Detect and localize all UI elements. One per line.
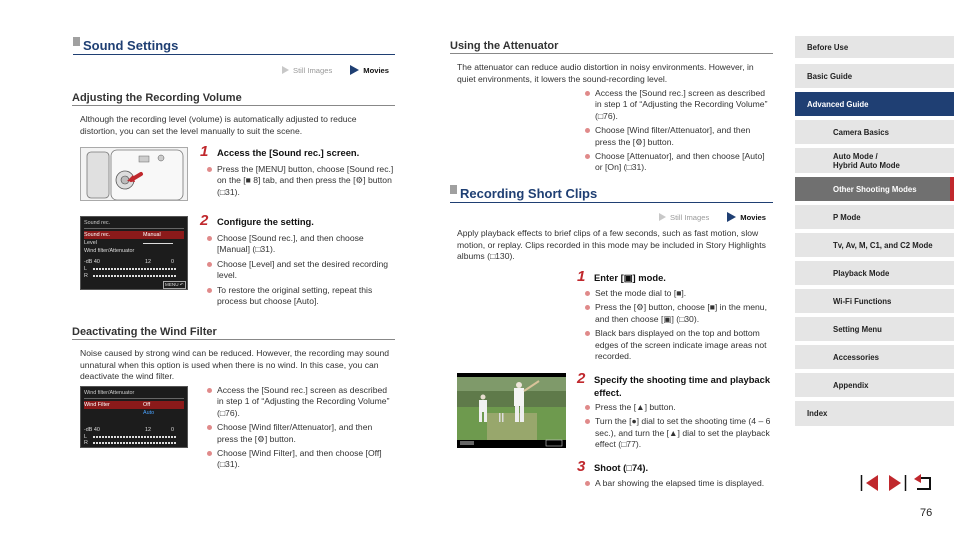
section-marker	[73, 37, 80, 46]
sidebar-item-label: Basic Guide	[807, 71, 853, 81]
step-title-2: Configure the setting.	[217, 216, 314, 227]
short-clips-intro: Apply playback effects to brief clips of a few seconds, such as fast motion, slow motion, or replay. Clips recorded in this mode may be included in Story Highlights albums (□130).	[457, 228, 766, 261]
wind-filter-screen	[80, 386, 188, 448]
sidebar-item-label: P Mode	[833, 212, 861, 222]
section-title-short-clips: Recording Short Clips	[460, 186, 598, 201]
step-title-1: Enter [▣] mode.	[594, 272, 666, 283]
subsection-rule	[72, 105, 395, 106]
arrow-right-icon	[887, 473, 907, 493]
camera-illustration	[80, 147, 188, 201]
channel-r: R	[84, 273, 88, 279]
sidebar-item-playback-mode[interactable]	[795, 261, 954, 285]
sound-rec-screen	[80, 216, 188, 290]
mode-movie-label: Movies	[363, 65, 389, 75]
subsection-title-wind: Deactivating the Wind Filter	[72, 326, 217, 338]
adjust-intro: Although the recording level (volume) is automatically adjusted to reduce distortion, you can set the level manually to suit the scene.	[80, 114, 357, 136]
meter-left: -dB 40	[84, 259, 100, 265]
bullet: Choose [Attenuator], and then choose [Auto] or [On] (□31).	[585, 151, 773, 174]
bullet: Choose [Wind filter/Attenuator], and then press the [⚙] button.	[207, 422, 395, 445]
bullet: Access the [Sound rec.] screen as described in step 1 of “Adjusting the Recording Volume” (□76).	[585, 88, 773, 122]
still-triangle-icon	[282, 66, 289, 74]
step-number-2: 2	[200, 212, 209, 229]
movie-triangle-icon	[350, 65, 359, 75]
sidebar-item-label: Index	[807, 409, 828, 418]
wind-bullets	[207, 385, 395, 474]
sidebar-item-other-shooting-modes[interactable]	[795, 177, 954, 201]
still-triangle-icon	[659, 213, 666, 221]
mode-still-label: Still Images	[293, 65, 333, 75]
mode-indicator	[659, 212, 766, 222]
row1-value: Off	[143, 402, 151, 408]
sidebar-item-label-group	[833, 152, 900, 170]
sidebar-item-label: Setting Menu	[833, 324, 882, 334]
next-page-button[interactable]	[887, 473, 907, 493]
mode-still-label: Still Images	[670, 212, 710, 222]
sidebar-item-p-mode[interactable]	[795, 205, 954, 229]
bullet: Choose [Wind filter/Attenuator], and then press the [⚙] button.	[585, 125, 773, 148]
menu-badge: MENU ↶	[165, 282, 184, 287]
bullet: Black bars displayed on the top and bottom edges of the screen indicate image areas not recorded.	[585, 328, 773, 362]
camera-drawing	[81, 148, 188, 201]
sidebar-item-wifi-functions[interactable]	[795, 289, 954, 313]
row1-label: Sound rec.	[84, 232, 111, 238]
row1-value: Manual	[143, 232, 161, 238]
meter-bar-r	[93, 275, 177, 277]
bullet: To restore the original setting, repeat this process but choose [Auto].	[207, 285, 395, 308]
screen-divider	[84, 398, 184, 399]
row1-label: Wind Filter	[84, 402, 110, 408]
row3-label: Wind filter/Attenuator	[84, 248, 135, 254]
return-icon	[912, 473, 934, 493]
arrow-left-icon	[860, 473, 880, 493]
sidebar-item-label: Other Shooting Modes	[833, 184, 917, 194]
cricket-photo	[457, 373, 566, 448]
wind-intro: Noise caused by strong wind can be reduced. However, the recording may sound unnatural when this option is used when there is no wind. In this case, you can deactivate the wind filter.	[80, 348, 390, 381]
bullet: Choose [Sound rec.], and then choose [Manual] (□31).	[207, 233, 395, 256]
movie-triangle-icon	[727, 212, 736, 222]
subsection-title-adjust: Adjusting the Recording Volume	[72, 92, 242, 104]
bullet: Press the [MENU] button, choose [Sound rec.] on the [■ 8] tab, and then press the [⚙] button (□31).	[207, 164, 395, 198]
bullet: Access the [Sound rec.] screen as described in step 1 of “Adjusting the Recording Volume” (□76).	[207, 385, 395, 419]
bullet: Choose [Level] and set the desired recording level.	[207, 259, 395, 282]
sidebar-item-label: Hybrid Auto Mode	[833, 160, 900, 170]
cricket-scene	[457, 373, 566, 448]
bullet: Choose [Wind Filter], and then choose [Off] (□31).	[207, 448, 395, 471]
meter-right: 0	[171, 427, 174, 433]
meter-bar-l	[93, 268, 177, 270]
row2-value: Auto	[143, 410, 155, 416]
sidebar-item-appendix[interactable]	[795, 373, 954, 397]
screen-header: Wind filter/Attenuator	[84, 390, 135, 396]
level-slider	[143, 243, 173, 244]
subsection-rule	[450, 53, 773, 54]
step-1-bullets	[207, 164, 395, 201]
sidebar-item-label: Auto Mode /	[833, 151, 878, 161]
step-1-bullets	[585, 288, 773, 365]
channel-l: L	[84, 434, 87, 440]
meter-right: 0	[171, 259, 174, 265]
sidebar-item-tv-av-m-mode[interactable]	[795, 233, 954, 257]
sidebar-item-setting-menu[interactable]	[795, 317, 954, 341]
sidebar-item-advanced-guide[interactable]	[795, 92, 954, 116]
sidebar-item-label: Advanced Guide	[807, 99, 869, 109]
sidebar-item-label: Camera Basics	[833, 127, 889, 137]
bullet: Press the [▲] button.	[585, 402, 773, 413]
meter-bar-l	[93, 436, 177, 438]
previous-page-button[interactable]	[860, 473, 880, 493]
meter-mid: 12	[145, 259, 151, 265]
sidebar-item-label: Tv, Av, M, C1, and C2 Mode	[833, 240, 933, 250]
meter-left: -dB 40	[84, 427, 100, 433]
attenuator-bullets	[585, 88, 773, 177]
step-title-1: Access the [Sound rec.] screen.	[217, 147, 360, 158]
step-number-3: 3	[577, 458, 586, 475]
step-2-bullets	[585, 402, 773, 454]
sidebar-item-camera-basics[interactable]	[795, 120, 954, 144]
step-title-3: Shoot (□74).	[594, 462, 649, 473]
bullet: Press the [⚙] button, choose [■] in the menu, and then choose [▣] (□30).	[585, 302, 773, 325]
section-title-sound-settings: Sound Settings	[83, 38, 179, 53]
sidebar-item-label: Accessories	[833, 352, 879, 362]
meter-bar-r	[93, 442, 177, 444]
page-number: 76	[920, 507, 933, 519]
step-title-2: Specify the shooting time and playback effect.	[594, 374, 771, 398]
sidebar-item-label: Appendix	[833, 380, 869, 390]
step-number-1: 1	[200, 143, 209, 160]
screen-divider	[84, 228, 184, 229]
channel-l: L	[84, 266, 87, 272]
sidebar-item-before-use[interactable]	[795, 36, 954, 58]
section-rule	[73, 54, 395, 55]
step-2-bullets	[207, 233, 395, 310]
channel-r: R	[84, 440, 88, 446]
sidebar-item-basic-guide[interactable]	[795, 64, 954, 88]
section-rule	[450, 202, 773, 203]
mode-indicator	[282, 65, 389, 75]
step-number-2: 2	[577, 370, 586, 387]
sidebar-item-label: Wi-Fi Functions	[833, 296, 892, 306]
meter-mid: 12	[145, 427, 151, 433]
sidebar-item-label: Playback Mode	[833, 268, 890, 278]
sidebar-item-label: Before Use	[807, 42, 849, 52]
bullet: Set the mode dial to [■].	[585, 288, 773, 299]
sidebar-item-auto-mode[interactable]	[795, 148, 954, 173]
section-marker	[450, 185, 457, 194]
bullet: Turn the [●] dial to set the shooting time (4 – 6 sec.), and turn the [▲] dial to set the playback effect (□77).	[585, 416, 773, 450]
subsection-title-attenuator: Using the Attenuator	[450, 40, 559, 52]
return-button[interactable]	[912, 473, 934, 493]
row2-label: Level	[84, 240, 97, 246]
attenuator-intro: The attenuator can reduce audio distortion in noisy environments. However, in quiet environments, it lowers the sound-recording level.	[457, 62, 754, 84]
mode-movie-label: Movies	[740, 212, 766, 222]
subsection-rule	[72, 339, 395, 340]
bullet: A bar showing the elapsed time is displayed.	[585, 478, 773, 489]
step-number-1: 1	[577, 268, 586, 285]
step-3-bullets	[585, 478, 773, 492]
screen-header: Sound rec.	[84, 220, 111, 226]
sidebar-item-accessories[interactable]	[795, 345, 954, 369]
sidebar-item-index[interactable]	[795, 401, 954, 426]
